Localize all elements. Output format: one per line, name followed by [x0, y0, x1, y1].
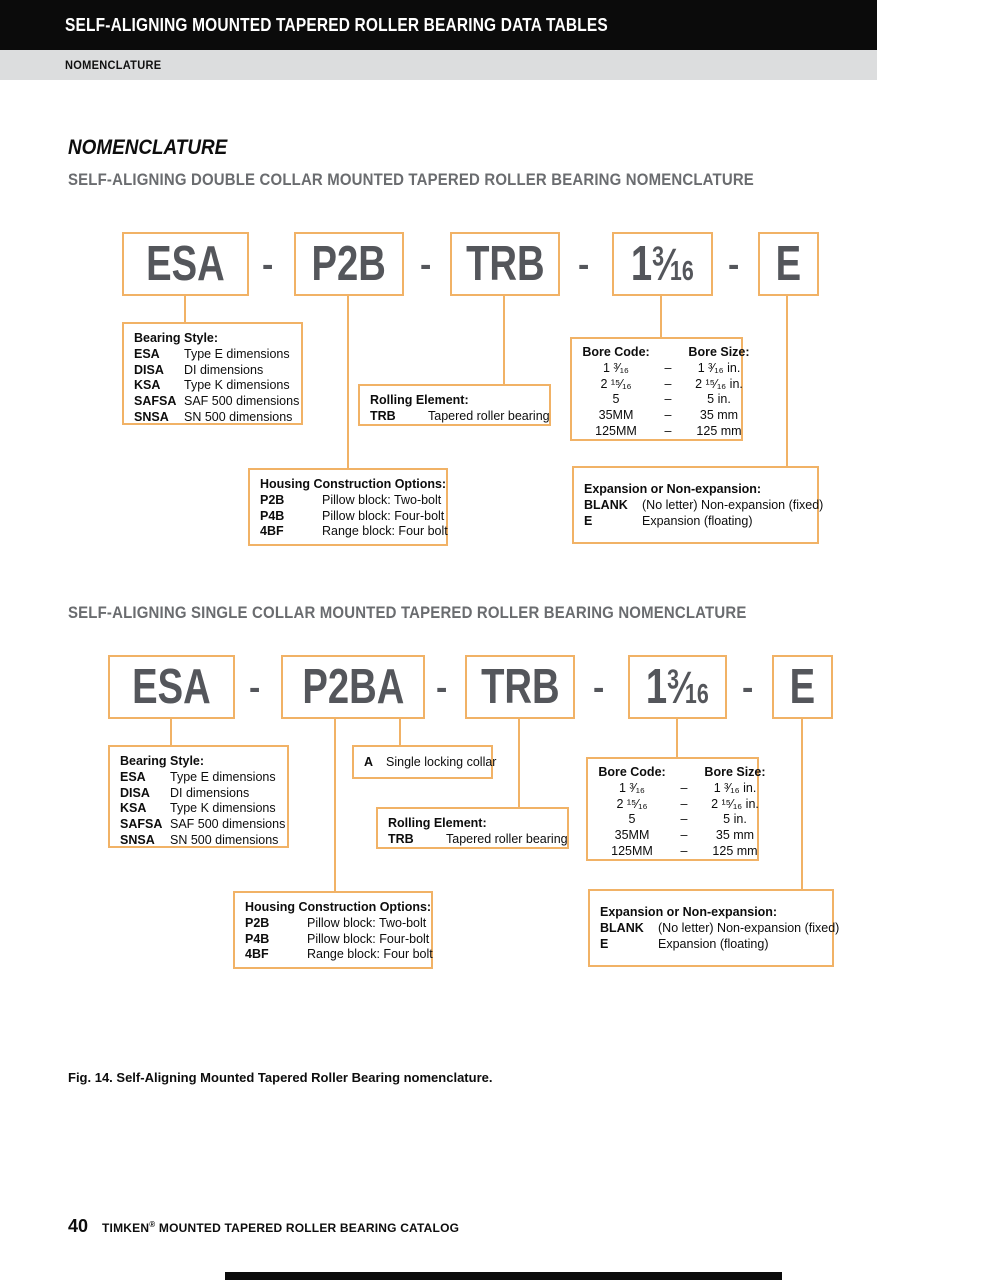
connector-line: [676, 718, 678, 757]
table-row: 35MM – 35 mm: [614, 828, 755, 843]
connector-line: [347, 295, 349, 469]
table-row: 1 ³⁄₁₆ – 1 ³⁄₁₆ in.: [603, 360, 741, 375]
list-item: P2B Pillow block: Two-bolt: [260, 492, 442, 507]
list-item: SNSA SN 500 dimensions: [134, 409, 293, 424]
code-box-expansion: [772, 655, 833, 719]
list-item: BLANK (No letter) Non-expansion (fixed): [600, 920, 840, 935]
code-box-bore: [612, 232, 713, 296]
table-row: 5 – 5 in.: [612, 392, 731, 407]
figure-caption: Fig. 14. Self-Aligning Mounted Tapered Roller Bearing nomenclature.: [68, 1070, 493, 1085]
single-collar-box: [352, 745, 497, 779]
table-row: 2 ¹⁵⁄₁₆ – 2 ¹⁵⁄₁₆ in.: [600, 376, 743, 391]
expansion-box: [572, 466, 824, 544]
box-title: Rolling Element:: [370, 393, 469, 407]
expansion-box: [588, 889, 840, 967]
list-item: SAFSA SAF 500 dimensions: [134, 394, 300, 409]
page-edge-bar: [225, 1272, 782, 1280]
list-item: SNSA SN 500 dimensions: [120, 832, 279, 847]
section-title: NOMENCLATURE: [68, 136, 228, 159]
code-separator: -: [728, 246, 740, 284]
page-footer: [68, 1216, 459, 1237]
box-title: Expansion or Non-expansion:: [600, 905, 778, 919]
table-row: 1 ³⁄₁₆ – 1 ³⁄₁₆ in.: [619, 780, 757, 795]
connector-line: [801, 718, 803, 890]
catalog-title: TIMKEN® MOUNTED TAPERED ROLLER BEARING CATALOG: [102, 1220, 460, 1235]
code-text: P2B: [311, 236, 387, 291]
code-box-rolling: [465, 655, 575, 719]
box-title: Housing Construction Options:: [245, 900, 432, 914]
rolling-element-box: [358, 384, 551, 426]
table-row: 35MM – 35 mm: [598, 408, 739, 423]
box-title: Bearing Style:: [134, 331, 219, 345]
bore-table-box: [570, 337, 750, 441]
page-number: 40: [68, 1216, 89, 1236]
code-text: ESA: [132, 659, 211, 714]
code-text: TRB: [480, 659, 560, 714]
code-box-housing: [281, 655, 425, 719]
connector-line: [170, 718, 172, 746]
bore-table-header: Bore Code: Bore Size:: [598, 765, 766, 779]
list-item: SAFSA SAF 500 dimensions: [120, 817, 286, 832]
connector-line: [503, 295, 505, 385]
code-separator: -: [249, 669, 261, 707]
box-title: Rolling Element:: [388, 816, 487, 830]
breadcrumb: NOMENCLATURE: [65, 58, 162, 72]
bore-table-box: [586, 757, 766, 861]
connector-line: [518, 718, 520, 807]
list-item: TRB Tapered roller bearing: [388, 831, 568, 846]
code-box-bearing-style: [108, 655, 235, 719]
code-text: E: [775, 236, 802, 291]
code-text: P2BA: [302, 659, 404, 714]
subheader-bar: [0, 50, 877, 80]
code-separator: -: [420, 246, 432, 284]
code-separator: -: [262, 246, 274, 284]
code-box-bore: [628, 655, 727, 719]
list-item: P4B Pillow block: Four-bolt: [245, 931, 430, 946]
single-collar-heading: SELF-ALIGNING SINGLE COLLAR MOUNTED TAPERED ROLLER BEARING NOMENCLATURE: [68, 603, 747, 622]
double-collar-heading: SELF-ALIGNING DOUBLE COLLAR MOUNTED TAPERED ROLLER BEARING NOMENCLATURE: [68, 170, 754, 189]
list-item: P4B Pillow block: Four-bolt: [260, 508, 445, 523]
code-separator: -: [578, 246, 590, 284]
list-item: DISA DI dimensions: [120, 785, 250, 800]
bore-code-text: 1$^3$⁄16: [646, 659, 709, 714]
list-item: 4BF Range block: Four bolt: [260, 524, 448, 539]
code-separator: -: [436, 669, 448, 707]
list-item: BLANK (No letter) Non-expansion (fixed): [584, 497, 824, 512]
list-item: E Expansion (floating): [584, 513, 753, 528]
list-item: ESA Type E dimensions: [120, 769, 276, 784]
bore-table-header: Bore Code: Bore Size:: [582, 345, 750, 359]
code-box-expansion: [758, 232, 819, 296]
code-text: ESA: [146, 236, 225, 291]
list-item: P2B Pillow block: Two-bolt: [245, 915, 427, 930]
list-item: 4BF Range block: Four bolt: [245, 947, 433, 962]
housing-options-box: [248, 468, 448, 546]
list-item: KSA Type K dimensions: [120, 801, 276, 816]
connector-line: [399, 718, 401, 746]
list-item: ESA Type E dimensions: [134, 346, 290, 361]
housing-options-box: [233, 891, 433, 969]
bearing-style-box: [122, 322, 303, 425]
box-title: Expansion or Non-expansion:: [584, 482, 762, 496]
code-box-bearing-style: [122, 232, 249, 296]
list-item: DISA DI dimensions: [134, 362, 264, 377]
connector-line: [334, 718, 336, 892]
list-item: A Single locking collar: [364, 755, 497, 769]
connector-line: [660, 295, 662, 338]
connector-line: [184, 295, 186, 323]
table-row: 5 – 5 in.: [628, 812, 747, 827]
bearing-style-box: [108, 745, 289, 848]
code-separator: -: [593, 669, 605, 707]
page-title: SELF-ALIGNING MOUNTED TAPERED ROLLER BEARING DATA TABLES: [65, 14, 608, 35]
list-item: E Expansion (floating): [600, 936, 769, 951]
box-title: Bearing Style:: [120, 754, 205, 768]
header-bar: [0, 0, 877, 50]
code-text: TRB: [465, 236, 545, 291]
code-separator: -: [742, 669, 754, 707]
code-text: E: [789, 659, 816, 714]
code-box-rolling: [450, 232, 560, 296]
table-row: 2 ¹⁵⁄₁₆ – 2 ¹⁵⁄₁₆ in.: [616, 796, 759, 811]
table-row: 125MM – 125 mm: [595, 423, 742, 438]
rolling-element-box: [376, 807, 569, 849]
code-box-housing: [294, 232, 404, 296]
connector-line: [786, 295, 788, 467]
box-title: Housing Construction Options:: [260, 477, 447, 491]
table-row: 125MM – 125 mm: [611, 843, 758, 858]
bore-code-text: 1$^3$⁄16: [631, 236, 694, 291]
list-item: KSA Type K dimensions: [134, 378, 290, 393]
list-item: TRB Tapered roller bearing: [370, 408, 550, 423]
